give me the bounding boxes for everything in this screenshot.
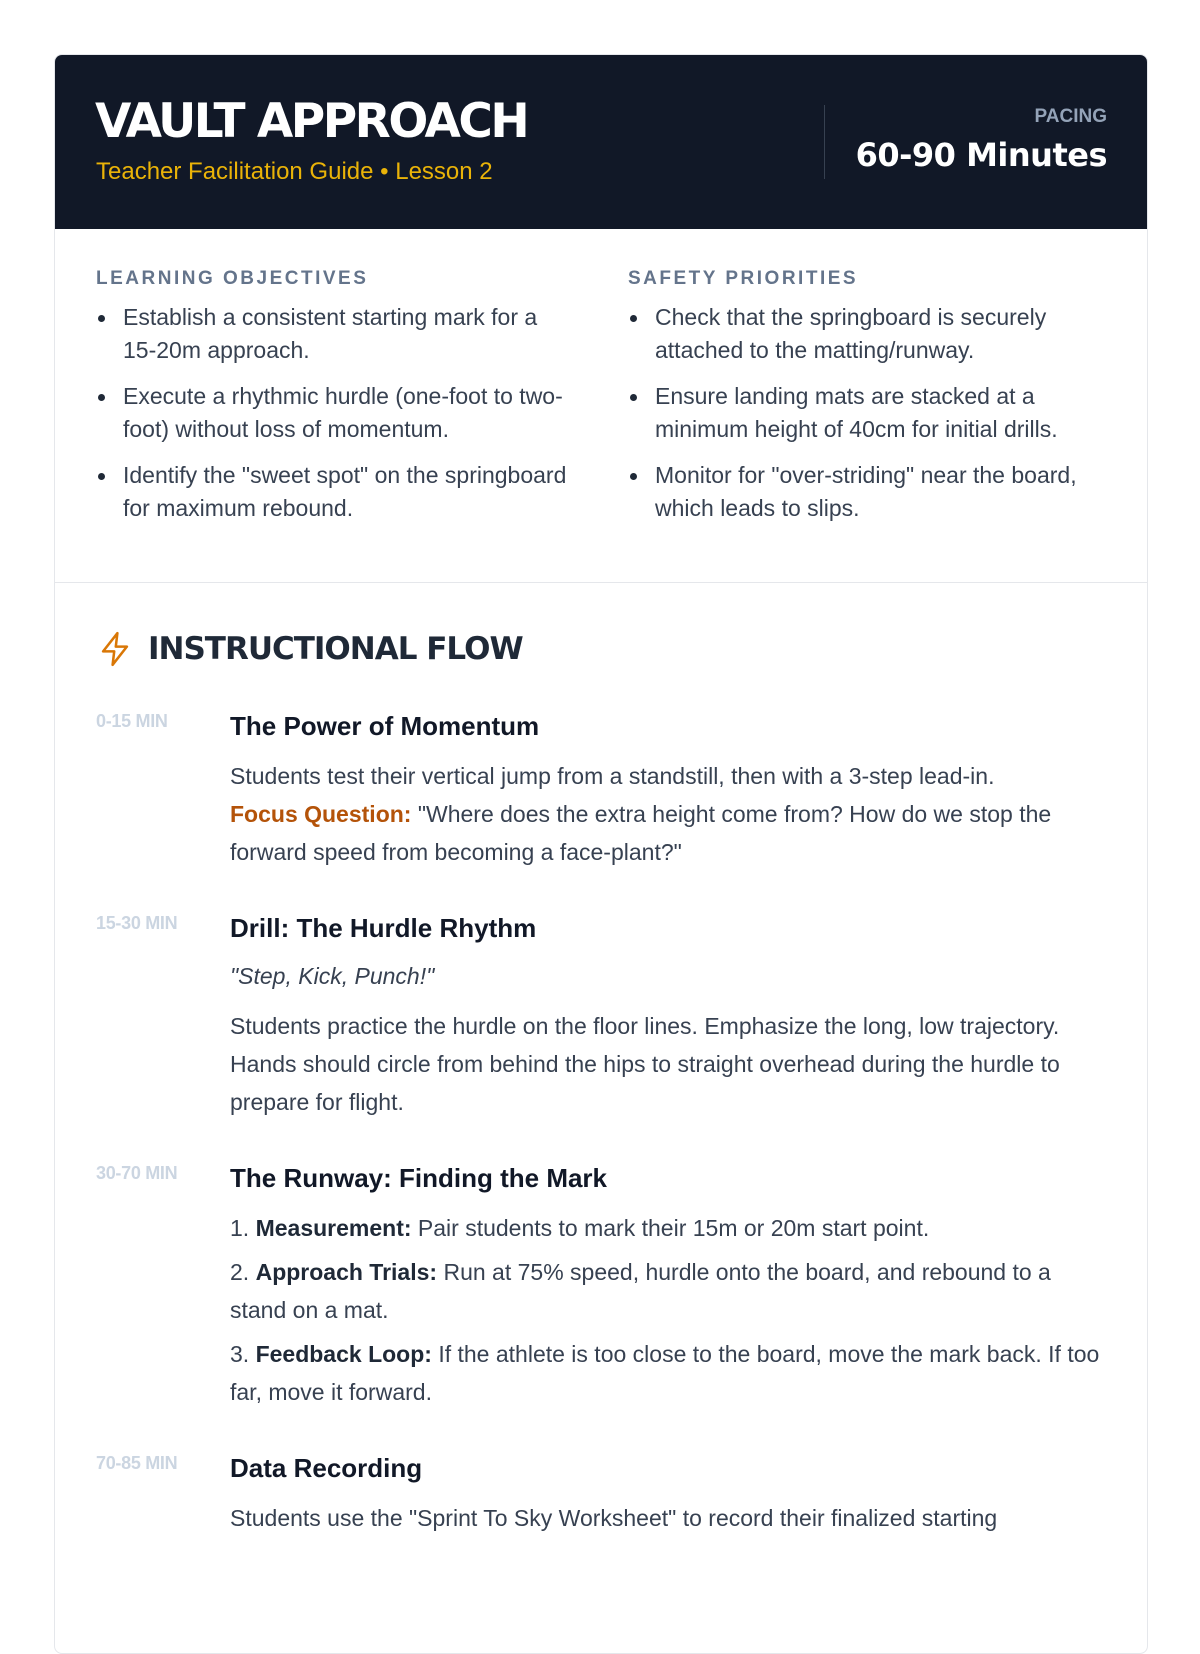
step-title: Drill: The Hurdle Rhythm [230, 913, 537, 943]
numbered-item [230, 1253, 1106, 1329]
flow-step [96, 1161, 1106, 1411]
list-item: Identify the "sweet spot" on the springboard for maximum rebound. [96, 459, 576, 525]
header [55, 55, 1147, 229]
flow-heading-text: INSTRUCTIONAL FLOW [148, 631, 523, 667]
focus-question-text: "Where does the extra height come from? How do we stop the forward speed from becoming a face-plant?" [230, 801, 1052, 865]
step-title: Data Recording [230, 1453, 423, 1483]
item-label: Approach Trials: [255, 1259, 438, 1285]
list-item: Monitor for "over-striding" near the board, which leads to slips. [628, 459, 1108, 525]
item-number: 3. [230, 1341, 250, 1367]
item-number: 1. [230, 1215, 250, 1241]
step-time: 30-70 MIN [96, 1163, 178, 1183]
step-time: 70-85 MIN [96, 1453, 178, 1473]
page-subtitle: Teacher Facilitation Guide • Lesson 2 [96, 158, 493, 185]
flow-step [96, 1451, 1106, 1537]
step-text: Students use the "Sprint To Sky Worksheet" to record their finalized starting [230, 1505, 998, 1531]
pacing-label: PACING [1034, 106, 1107, 127]
item-text: If the athlete is too close to the board, move the mark back. If too far, move it forward. [230, 1341, 1100, 1405]
step-quote: "Step, Kick, Punch!" [230, 963, 435, 989]
list-item: Execute a rhythmic hurdle (one-foot to two-foot) without loss of momentum. [96, 380, 576, 446]
pacing-value: 60-90 Minutes [855, 136, 1107, 174]
step-title: The Runway: Finding the Mark [230, 1163, 608, 1193]
flow-heading [96, 627, 1106, 671]
list-item: Ensure landing mats are stacked at a minimum height of 40cm for initial drills. [628, 380, 1108, 446]
focus-question-label: Focus Question: [230, 801, 412, 827]
numbered-item [230, 1209, 1106, 1247]
safety-list [628, 301, 1108, 525]
learning-objectives [96, 267, 576, 538]
safety-heading: SAFETY PRIORITIES [628, 268, 859, 289]
instructional-flow [55, 583, 1147, 1537]
header-divider [824, 105, 825, 179]
step-time: 0-15 MIN [96, 711, 168, 731]
objectives-safety-section [55, 229, 1147, 583]
list-item: Establish a consistent starting mark for a 15-20m approach. [96, 301, 576, 367]
step-text: Students test their vertical jump from a standstill, then with a 3-step lead-in. [230, 763, 995, 789]
step-body [230, 757, 1106, 871]
step-time: 15-30 MIN [96, 913, 178, 933]
flow-step [96, 709, 1106, 871]
objectives-list [96, 301, 576, 525]
step-title: The Power of Momentum [230, 711, 540, 741]
lightning-icon [96, 629, 134, 669]
step-text: Students practice the hurdle on the floor lines. Emphasize the long, low trajectory. Hands should circle from behind the hips to straight overhead during the hurdle to prepare for flight. [230, 1013, 1060, 1115]
item-label: Feedback Loop: [255, 1341, 432, 1367]
flow-step [96, 911, 1106, 1121]
item-number: 2. [230, 1259, 250, 1285]
safety-priorities [628, 267, 1108, 538]
item-text: Pair students to mark their 15m or 20m start point. [417, 1215, 930, 1241]
objectives-heading: LEARNING OBJECTIVES [96, 268, 369, 289]
item-label: Measurement: [255, 1215, 412, 1241]
lesson-card [54, 54, 1148, 1654]
numbered-item [230, 1335, 1106, 1411]
list-item: Check that the springboard is securely attached to the matting/runway. [628, 301, 1108, 367]
page-title: VAULT APPROACH [95, 94, 528, 149]
item-text: Run at 75% speed, hurdle onto the board, and rebound to a stand on a mat. [230, 1259, 1051, 1323]
